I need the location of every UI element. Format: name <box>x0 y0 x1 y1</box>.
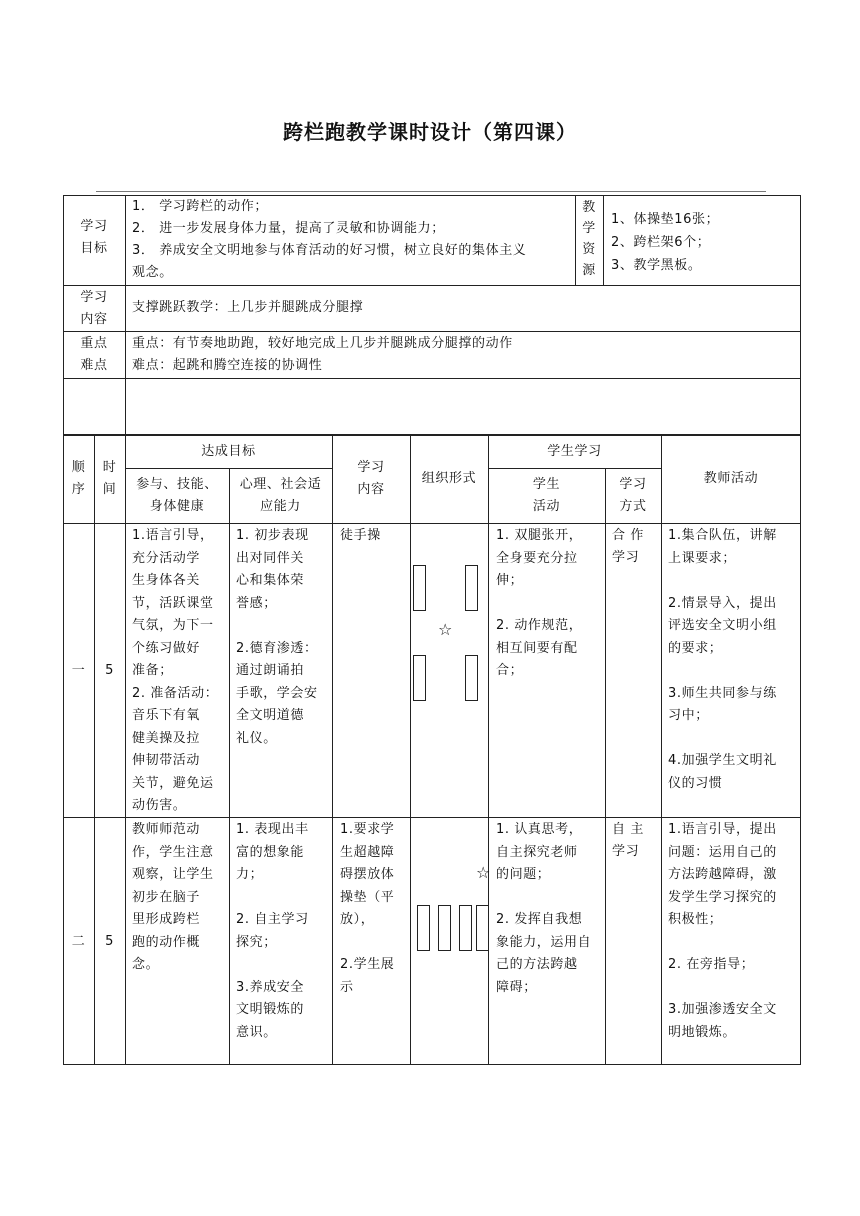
row2-skill: 教师师范动 作，学生注意 观察，让学生 初步在脑子 里形成跨栏 跑的动作概 念。 <box>132 822 214 972</box>
mat-rect <box>476 905 489 951</box>
row1-teacher: 1.集合队伍，讲解 上课要求； 2.情景导入，提出 评选安全文明小组 的要求； 3.师生共同参与练 习中； 4.加强学生文明礼 仪的习惯 <box>668 528 777 791</box>
header-target-skill: 参与、技能、 身体健康 <box>136 477 218 514</box>
goal-item: 1． 学习跨栏的动作； <box>132 199 269 214</box>
row2-student: 1. 认真思考， 自主探究老师 的问题； 2. 发挥自我想 象能力，运用自 己的方法跨越 障碍； <box>496 822 592 995</box>
row2-teacher: 1.语言引导，提出 问题：运用自己的 方法跨越障碍，激 发学生学习探究的 积极性； 2. 在旁指导； 3.加强渗透安全文 明地锻炼。 <box>668 822 777 1040</box>
header-target: 达成目标 <box>201 444 256 459</box>
goal-item: 3． 养成安全文明地参与体育活动的好习惯，树立良好的集体主义 <box>132 243 527 258</box>
row2-method: 自 主 学习 <box>612 822 644 859</box>
top-rule <box>96 191 766 192</box>
mat-rect <box>465 655 478 701</box>
mat-rect <box>413 565 426 611</box>
header-teacher: 教师活动 <box>703 471 759 486</box>
row1-student: 1. 双腿张开， 全身要充分拉 伸； 2. 动作规范， 相互间要有配 合； <box>496 528 583 678</box>
mat-rect <box>459 905 472 951</box>
header-learn-method: 学习 方式 <box>619 477 647 514</box>
mat-rect <box>438 905 451 951</box>
row1-mind: 1. 初步表现 出对同伴关 心和集体荣 誉感； 2.德育渗透： 通过朗诵拍 手歌，学会安 全文明道德 礼仪。 <box>236 528 318 746</box>
header-student-activity: 学生 活动 <box>532 477 561 514</box>
content-text: 支撑跳跃教学：上几步并腿跳成分腿撑 <box>132 300 364 315</box>
row1-time: 5 <box>105 663 114 678</box>
row1-content: 徒手操 <box>340 528 381 543</box>
mat-rect <box>465 565 478 611</box>
header-order: 顺 序 <box>71 460 86 497</box>
row1-method: 合 作 学习 <box>612 528 644 565</box>
teacher-star-icon: ☆ <box>476 863 491 882</box>
mat-rect <box>413 655 426 701</box>
row2-time: 5 <box>105 934 114 949</box>
key-points: 重点：有节奏地助跑，较好地完成上几步并腿跳成分腿撑的动作 难点：起跳和腾空连接的协调性 <box>132 336 513 373</box>
header-student: 学生学习 <box>547 444 602 459</box>
key-label: 重点 难点 <box>80 336 108 373</box>
resource-label: 教 学 资 源 <box>582 200 596 278</box>
resource-item: 2、跨栏架6个； <box>611 235 711 250</box>
row2-order: 二 <box>71 934 86 949</box>
resource-item: 3、教学黑板。 <box>611 258 702 273</box>
goal-list <box>132 196 572 284</box>
row1-skill: 1.语言引导， 充分活动学 生身体各关 节，活跃课堂 气氛，为下一 个练习做好 准备； 2. 准备活动： 音乐下有氧 健美操及拉 伸韧带活动 关节，避免运 动伤害。 <box>132 528 219 813</box>
row2-mind: 1. 表现出丰 富的想象能 力； 2. 自主学习 探究； 3.养成安全 文明锻炼的 意识。 <box>236 822 309 1040</box>
page-title: 跨栏跑教学课时设计（第四课） <box>283 120 577 144</box>
teacher-star-icon: ☆ <box>438 620 453 639</box>
row2-content: 1.要求学 生超越障 碍摆放体 操垫（平 放）， 2.学生展 示 <box>340 822 395 995</box>
header-learn-content: 学习 内容 <box>357 460 385 497</box>
mat-rect <box>417 905 430 951</box>
goal-item: 观念。 <box>132 265 173 280</box>
resource-list <box>611 208 797 277</box>
header-org: 组织形式 <box>421 471 477 486</box>
resource-item: 1、体操垫16张； <box>611 212 720 227</box>
goal-item: 2． 进一步发展身体力量，提高了灵敏和协调能力； <box>132 221 445 236</box>
header-target-mind: 心理、社会适 应能力 <box>239 477 322 514</box>
row1-order: 一 <box>71 663 86 678</box>
header-time: 时 间 <box>102 460 117 497</box>
goal-label: 学习 目标 <box>80 219 108 256</box>
content-label: 学习 内容 <box>80 290 108 327</box>
